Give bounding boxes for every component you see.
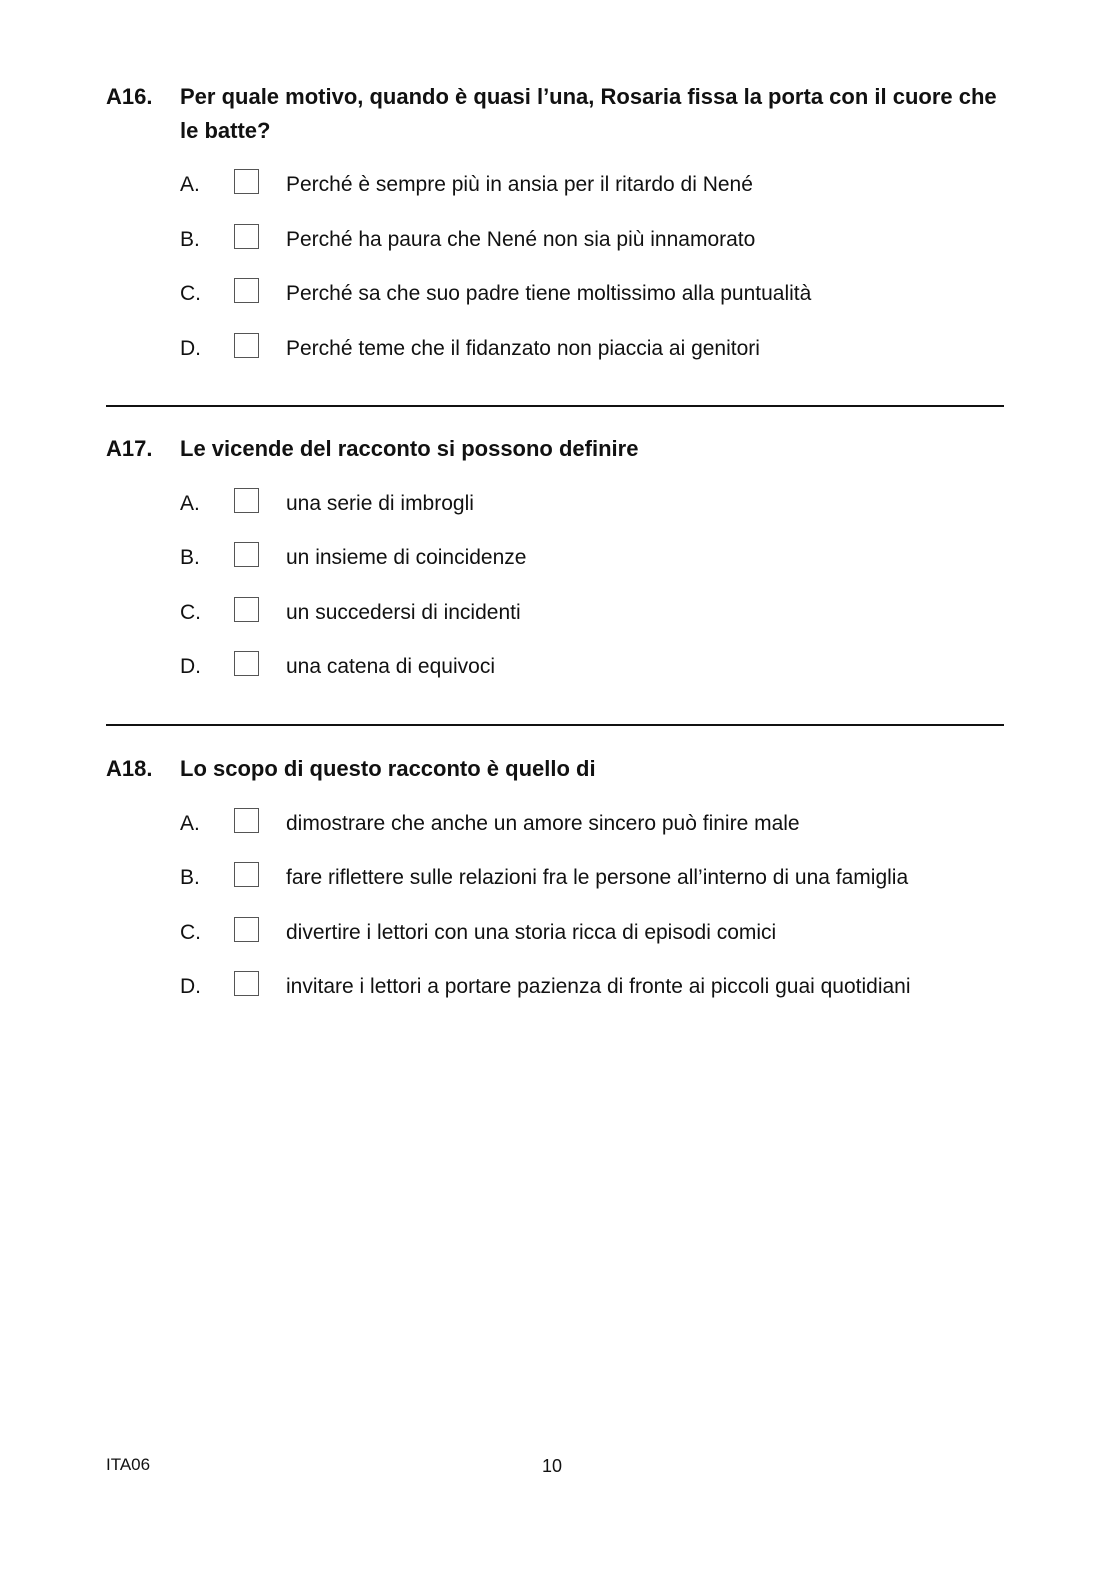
answer-checkbox[interactable] bbox=[234, 651, 259, 676]
option-a16-c bbox=[180, 277, 811, 311]
question-a16-header bbox=[106, 80, 1006, 148]
question-a17 bbox=[106, 432, 1006, 678]
option-text: un insieme di coincidenze bbox=[286, 546, 527, 569]
option-text: un succedersi di incidenti bbox=[286, 601, 521, 624]
answer-checkbox[interactable] bbox=[234, 808, 259, 833]
question-number: A18. bbox=[106, 756, 153, 781]
option-text: divertire i lettori con una storia ricca di episodi comici bbox=[286, 921, 777, 944]
option-letter: A. bbox=[180, 173, 200, 196]
question-a16 bbox=[106, 80, 1006, 360]
option-a17-b bbox=[180, 541, 526, 575]
option-letter: D. bbox=[180, 655, 201, 678]
question-number: A17. bbox=[106, 436, 153, 461]
option-text: Perché ha paura che Nené non sia più innamorato bbox=[286, 228, 756, 251]
option-a16-d bbox=[180, 332, 760, 366]
question-number: A16. bbox=[106, 84, 153, 109]
question-a18-header bbox=[106, 752, 1006, 786]
section-divider bbox=[106, 724, 1004, 726]
option-a18-b bbox=[180, 861, 908, 895]
option-letter: D. bbox=[180, 975, 201, 998]
option-text: invitare i lettori a portare pazienza di fronte ai piccoli guai quotidiani bbox=[286, 975, 911, 998]
option-text: fare riflettere sulle relazioni fra le persone all’interno di una famiglia bbox=[286, 866, 909, 889]
option-a17-c bbox=[180, 596, 521, 630]
question-text: Lo scopo di questo racconto è quello di bbox=[180, 756, 596, 781]
option-a18-a bbox=[180, 807, 800, 841]
option-a18-d bbox=[180, 970, 911, 1004]
option-letter: C. bbox=[180, 601, 201, 624]
option-a18-c bbox=[180, 916, 776, 950]
option-text: Perché sa che suo padre tiene moltissimo alla puntualità bbox=[286, 282, 812, 305]
option-letter: C. bbox=[180, 282, 201, 305]
answer-checkbox[interactable] bbox=[234, 542, 259, 567]
answer-checkbox[interactable] bbox=[234, 169, 259, 194]
option-text: una catena di equivoci bbox=[286, 655, 495, 678]
option-a16-b bbox=[180, 223, 755, 257]
option-letter: B. bbox=[180, 546, 200, 569]
answer-checkbox[interactable] bbox=[234, 862, 259, 887]
answer-checkbox[interactable] bbox=[234, 597, 259, 622]
option-letter: A. bbox=[180, 492, 200, 515]
page-number: 10 bbox=[542, 1456, 563, 1476]
question-a17-header bbox=[106, 432, 1006, 466]
option-text: Perché è sempre più in ansia per il ritardo di Nené bbox=[286, 173, 753, 196]
option-a16-a bbox=[180, 168, 753, 202]
answer-checkbox[interactable] bbox=[234, 278, 259, 303]
section-divider bbox=[106, 405, 1004, 407]
question-text: Le vicende del racconto si possono definire bbox=[180, 436, 639, 461]
answer-checkbox[interactable] bbox=[234, 971, 259, 996]
answer-checkbox[interactable] bbox=[234, 488, 259, 513]
answer-checkbox[interactable] bbox=[234, 333, 259, 358]
option-letter: A. bbox=[180, 812, 200, 835]
option-letter: D. bbox=[180, 337, 201, 360]
option-text: Perché teme che il fidanzato non piaccia ai genitori bbox=[286, 337, 760, 360]
option-a17-a bbox=[180, 487, 474, 521]
option-a17-d bbox=[180, 650, 495, 684]
document-code: ITA06 bbox=[106, 1455, 151, 1474]
question-a18 bbox=[106, 752, 1006, 998]
option-letter: B. bbox=[180, 228, 200, 251]
option-text: una serie di imbrogli bbox=[286, 492, 474, 515]
option-letter: B. bbox=[180, 866, 200, 889]
question-text: Per quale motivo, quando è quasi l’una, Rosaria fissa la porta con il cuore che le batte? bbox=[180, 84, 997, 143]
option-text: dimostrare che anche un amore sincero può finire male bbox=[286, 812, 800, 835]
answer-checkbox[interactable] bbox=[234, 917, 259, 942]
option-letter: C. bbox=[180, 921, 201, 944]
answer-checkbox[interactable] bbox=[234, 224, 259, 249]
